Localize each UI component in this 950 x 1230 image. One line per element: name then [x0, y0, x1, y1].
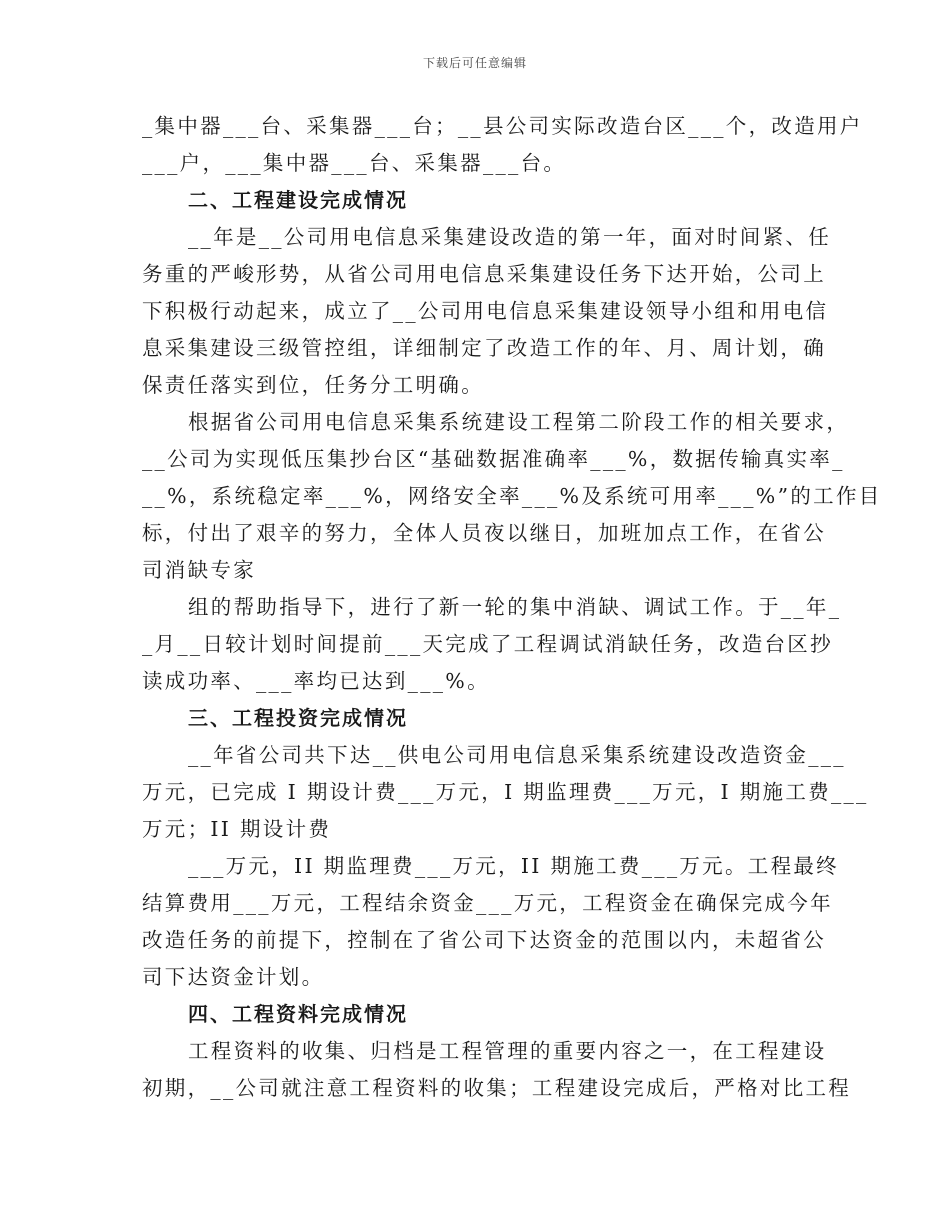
section-heading: 四、工程资料完成情况 [188, 1002, 408, 1026]
paragraph-line: 保责任落实到位，任务分工明确。 [142, 373, 484, 397]
paragraph-line: __年省公司共下达__供电公司用电信息采集系统建设改造资金___ [188, 743, 846, 767]
paragraph-line: 根据省公司用电信息采集系统建设工程第二阶段工作的相关要求， [188, 410, 850, 434]
paragraph-line: _集中器___台、采集器___台；__县公司实际改造台区___个，改造用户 [142, 114, 863, 138]
paragraph-line: 工程资料的收集、归档是工程管理的重要内容之一，在工程建设 [188, 1039, 827, 1063]
paragraph-line: 司下达资金计划。 [142, 965, 325, 989]
section-heading: 二、工程建设完成情况 [188, 188, 408, 212]
paragraph-line: _月__日较计划时间提前___天完成了工程调试消缺任务，改造台区抄 [142, 632, 833, 656]
paragraph-line: 组的帮助指导下，进行了新一轮的集中消缺、调试工作。于__年_ [188, 595, 842, 619]
document-body [142, 108, 882, 1107]
paragraph-line: 结算费用___万元，工程结余资金___万元，工程资金在确保完成今年 [142, 891, 833, 915]
paragraph-line: 标，付出了艰辛的努力，全体人员夜以继日，加班加点工作，在省公 [142, 521, 826, 545]
paragraph-line: 司消缺专家 [142, 558, 256, 582]
paragraph-line: ___户，___集中器___台、采集器___台。 [142, 151, 567, 175]
header-note: 下载后可任意编辑 [422, 56, 527, 70]
paragraph-line: 下积极行动起来，成立了__公司用电信息采集建设领导小组和用电信 [142, 299, 829, 323]
paragraph-line: __公司为实现低压集抄台区“基础数据准确率___%，数据传输真实率_ [142, 447, 845, 471]
paragraph-line: 初期，__公司就注意工程资料的收集；工程建设完成后，严格对比工程 [142, 1076, 852, 1100]
paragraph-line: 息采集建设三级管控组，详细制定了改造工作的年、月、周计划，确 [142, 336, 826, 360]
section-heading: 三、工程投资完成情况 [188, 706, 408, 730]
paragraph-line: ___万元，II 期监理费___万元，II 期施工费___万元。工程最终 [188, 854, 839, 878]
paragraph-line: 读成功率、___率均已达到___%。 [142, 669, 490, 693]
paragraph-line: 万元，已完成 I 期设计费___万元，I 期监理费___万元，I 期施工费___ [142, 780, 869, 804]
paragraph-line: 改造任务的前提下，控制在了省公司下达资金的范围以内，未超省公 [142, 928, 826, 952]
paragraph-line: 万元；II 期设计费 [142, 817, 332, 841]
paragraph-line: __年是__公司用电信息采集建设改造的第一年，面对时间紧、任 [188, 225, 831, 249]
paragraph-line: __%，系统稳定率___%，网络安全率___%及系统可用率___%”的工作目 [142, 484, 882, 508]
paragraph-line: 务重的严峻形势，从省公司用电信息采集建设任务下达开始，公司上 [142, 262, 826, 286]
